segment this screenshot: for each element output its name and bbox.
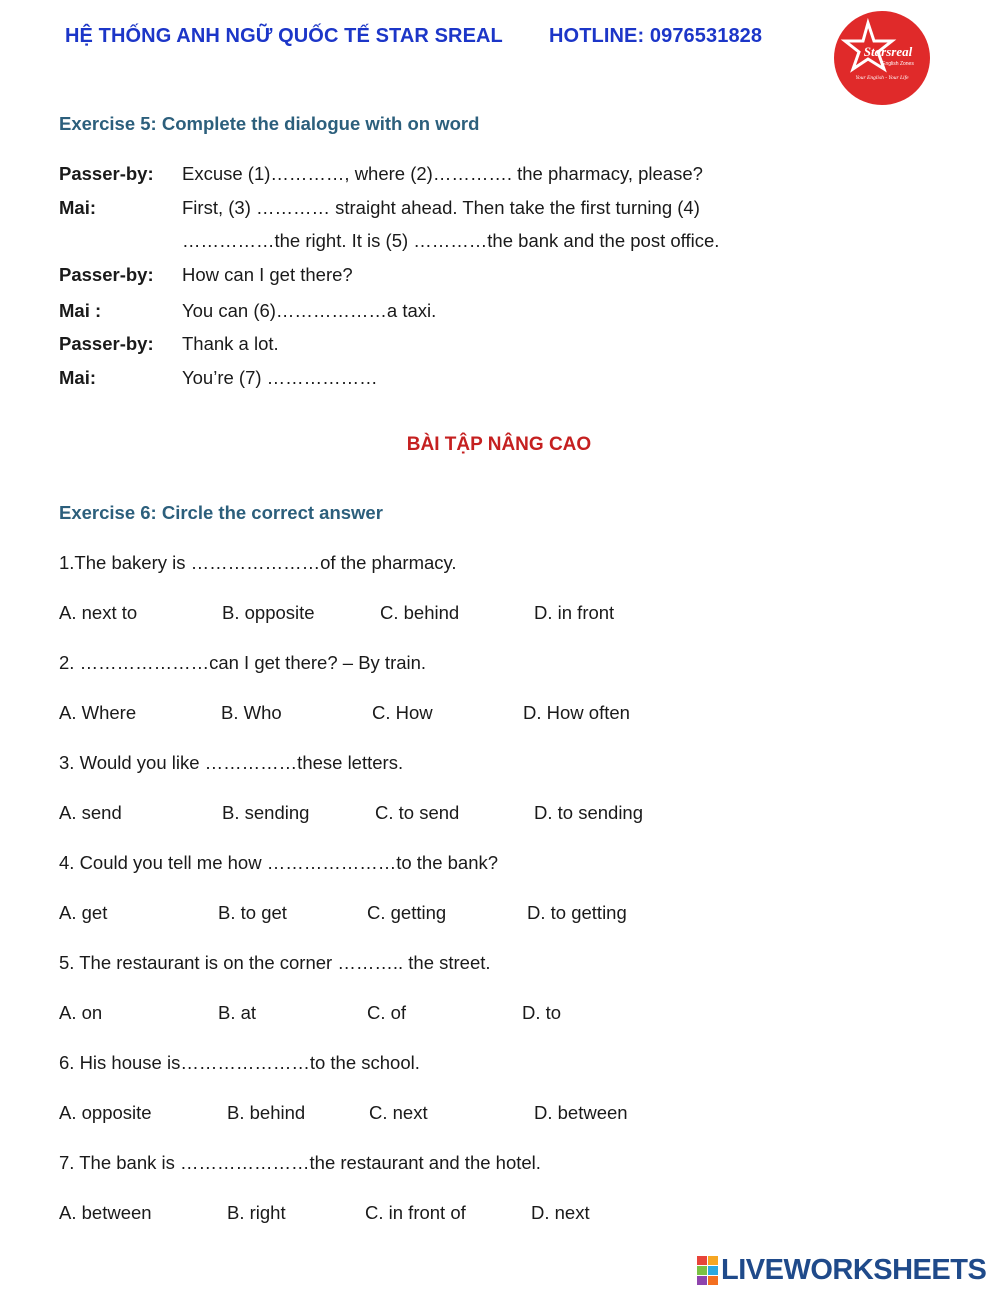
speech-text: You’re (7) ……………… xyxy=(182,367,378,388)
color-blocks-icon xyxy=(697,1256,718,1285)
speech-text: You can (6)………………a taxi. xyxy=(182,300,437,321)
answer-option[interactable]: A. next to xyxy=(59,602,138,623)
logo-sub: English Zones xyxy=(882,61,914,67)
speech-text: First, (3) ………… straight ahead. Then take the first turning (4) xyxy=(182,197,700,218)
answer-option[interactable]: B. behind xyxy=(227,1102,306,1123)
answer-option[interactable]: B. sending xyxy=(222,802,310,823)
speech-text: Excuse (1)…………, where (2)…………. the pharmacy, please? xyxy=(182,163,703,184)
question-text: 4. Could you tell me how …………………to the bank? xyxy=(59,852,499,873)
answer-option[interactable]: B. at xyxy=(218,1002,257,1023)
question-text: 7. The bank is …………………the restaurant and the hotel. xyxy=(59,1152,541,1173)
speaker-label: Passer-by: xyxy=(59,264,154,285)
question-text: 5. The restaurant is on the corner ……….. the street. xyxy=(59,952,491,973)
brand-text: LIVEWORKSHEETS xyxy=(721,1253,987,1286)
answer-option[interactable]: C. getting xyxy=(367,902,447,923)
answer-option[interactable]: A. on xyxy=(59,1002,103,1023)
header-hotline: HOTLINE: 0976531828 xyxy=(549,25,763,47)
answer-option[interactable]: D. between xyxy=(534,1102,628,1123)
speech-text: How can I get there? xyxy=(182,264,353,285)
speech-text: Thank a lot. xyxy=(182,333,279,354)
speech-text: ……………the right. It is (5) …………the bank and the post office. xyxy=(182,230,720,251)
answer-option[interactable]: C. How xyxy=(372,702,433,723)
answer-option[interactable]: D. to getting xyxy=(527,902,627,923)
answer-option[interactable]: C. to send xyxy=(375,802,460,823)
answer-option[interactable]: B. Who xyxy=(221,702,282,723)
exercise6-title: Exercise 6: Circle the correct answer xyxy=(59,502,383,523)
answer-option[interactable]: D. to xyxy=(522,1002,562,1023)
logo-slogan: Your English - Your Life xyxy=(855,75,909,81)
starsreal-logo xyxy=(834,11,930,105)
answer-option[interactable]: D. next xyxy=(531,1202,590,1223)
answer-option[interactable]: D. in front xyxy=(534,602,615,623)
question-text: 6. His house is…………………to the school. xyxy=(59,1052,420,1073)
speaker-label: Passer-by: xyxy=(59,333,154,354)
liveworksheets-logo xyxy=(697,1252,986,1288)
answer-option[interactable]: C. of xyxy=(367,1002,407,1023)
answer-option[interactable]: A. opposite xyxy=(59,1102,152,1123)
header-title: HỆ THỐNG ANH NGỮ QUỐC TẾ STAR SREAL xyxy=(65,25,503,47)
answer-option[interactable]: B. to get xyxy=(218,902,287,923)
answer-option[interactable]: B. opposite xyxy=(222,602,315,623)
exercise5-title: Exercise 5: Complete the dialogue with on word xyxy=(59,113,480,134)
answer-option[interactable]: C. next xyxy=(369,1102,428,1123)
advanced-heading: BÀI TẬP NÂNG CAO xyxy=(406,434,592,455)
answer-option[interactable]: A. get xyxy=(59,902,108,923)
speaker-label: Passer-by: xyxy=(59,163,154,184)
question-text: 3. Would you like ……………these letters. xyxy=(59,752,404,773)
star-icon xyxy=(834,11,930,105)
answer-option[interactable]: A. between xyxy=(59,1202,152,1223)
speaker-label: Mai : xyxy=(59,300,102,321)
answer-option[interactable]: D. to sending xyxy=(534,802,644,823)
answer-option[interactable]: A. send xyxy=(59,802,122,823)
question-text: 2. …………………can I get there? – By train. xyxy=(59,652,427,673)
answer-option[interactable]: D. How often xyxy=(523,702,630,723)
answer-option[interactable]: A. Where xyxy=(59,702,137,723)
logo-text: Starsreal xyxy=(863,44,913,59)
answer-option[interactable]: B. right xyxy=(227,1202,286,1223)
speaker-label: Mai: xyxy=(59,367,96,388)
question-text: 1.The bakery is …………………of the pharmacy. xyxy=(59,552,457,573)
answer-option[interactable]: C. in front of xyxy=(365,1202,466,1223)
answer-option[interactable]: C. behind xyxy=(380,602,460,623)
speaker-label: Mai: xyxy=(59,197,96,218)
